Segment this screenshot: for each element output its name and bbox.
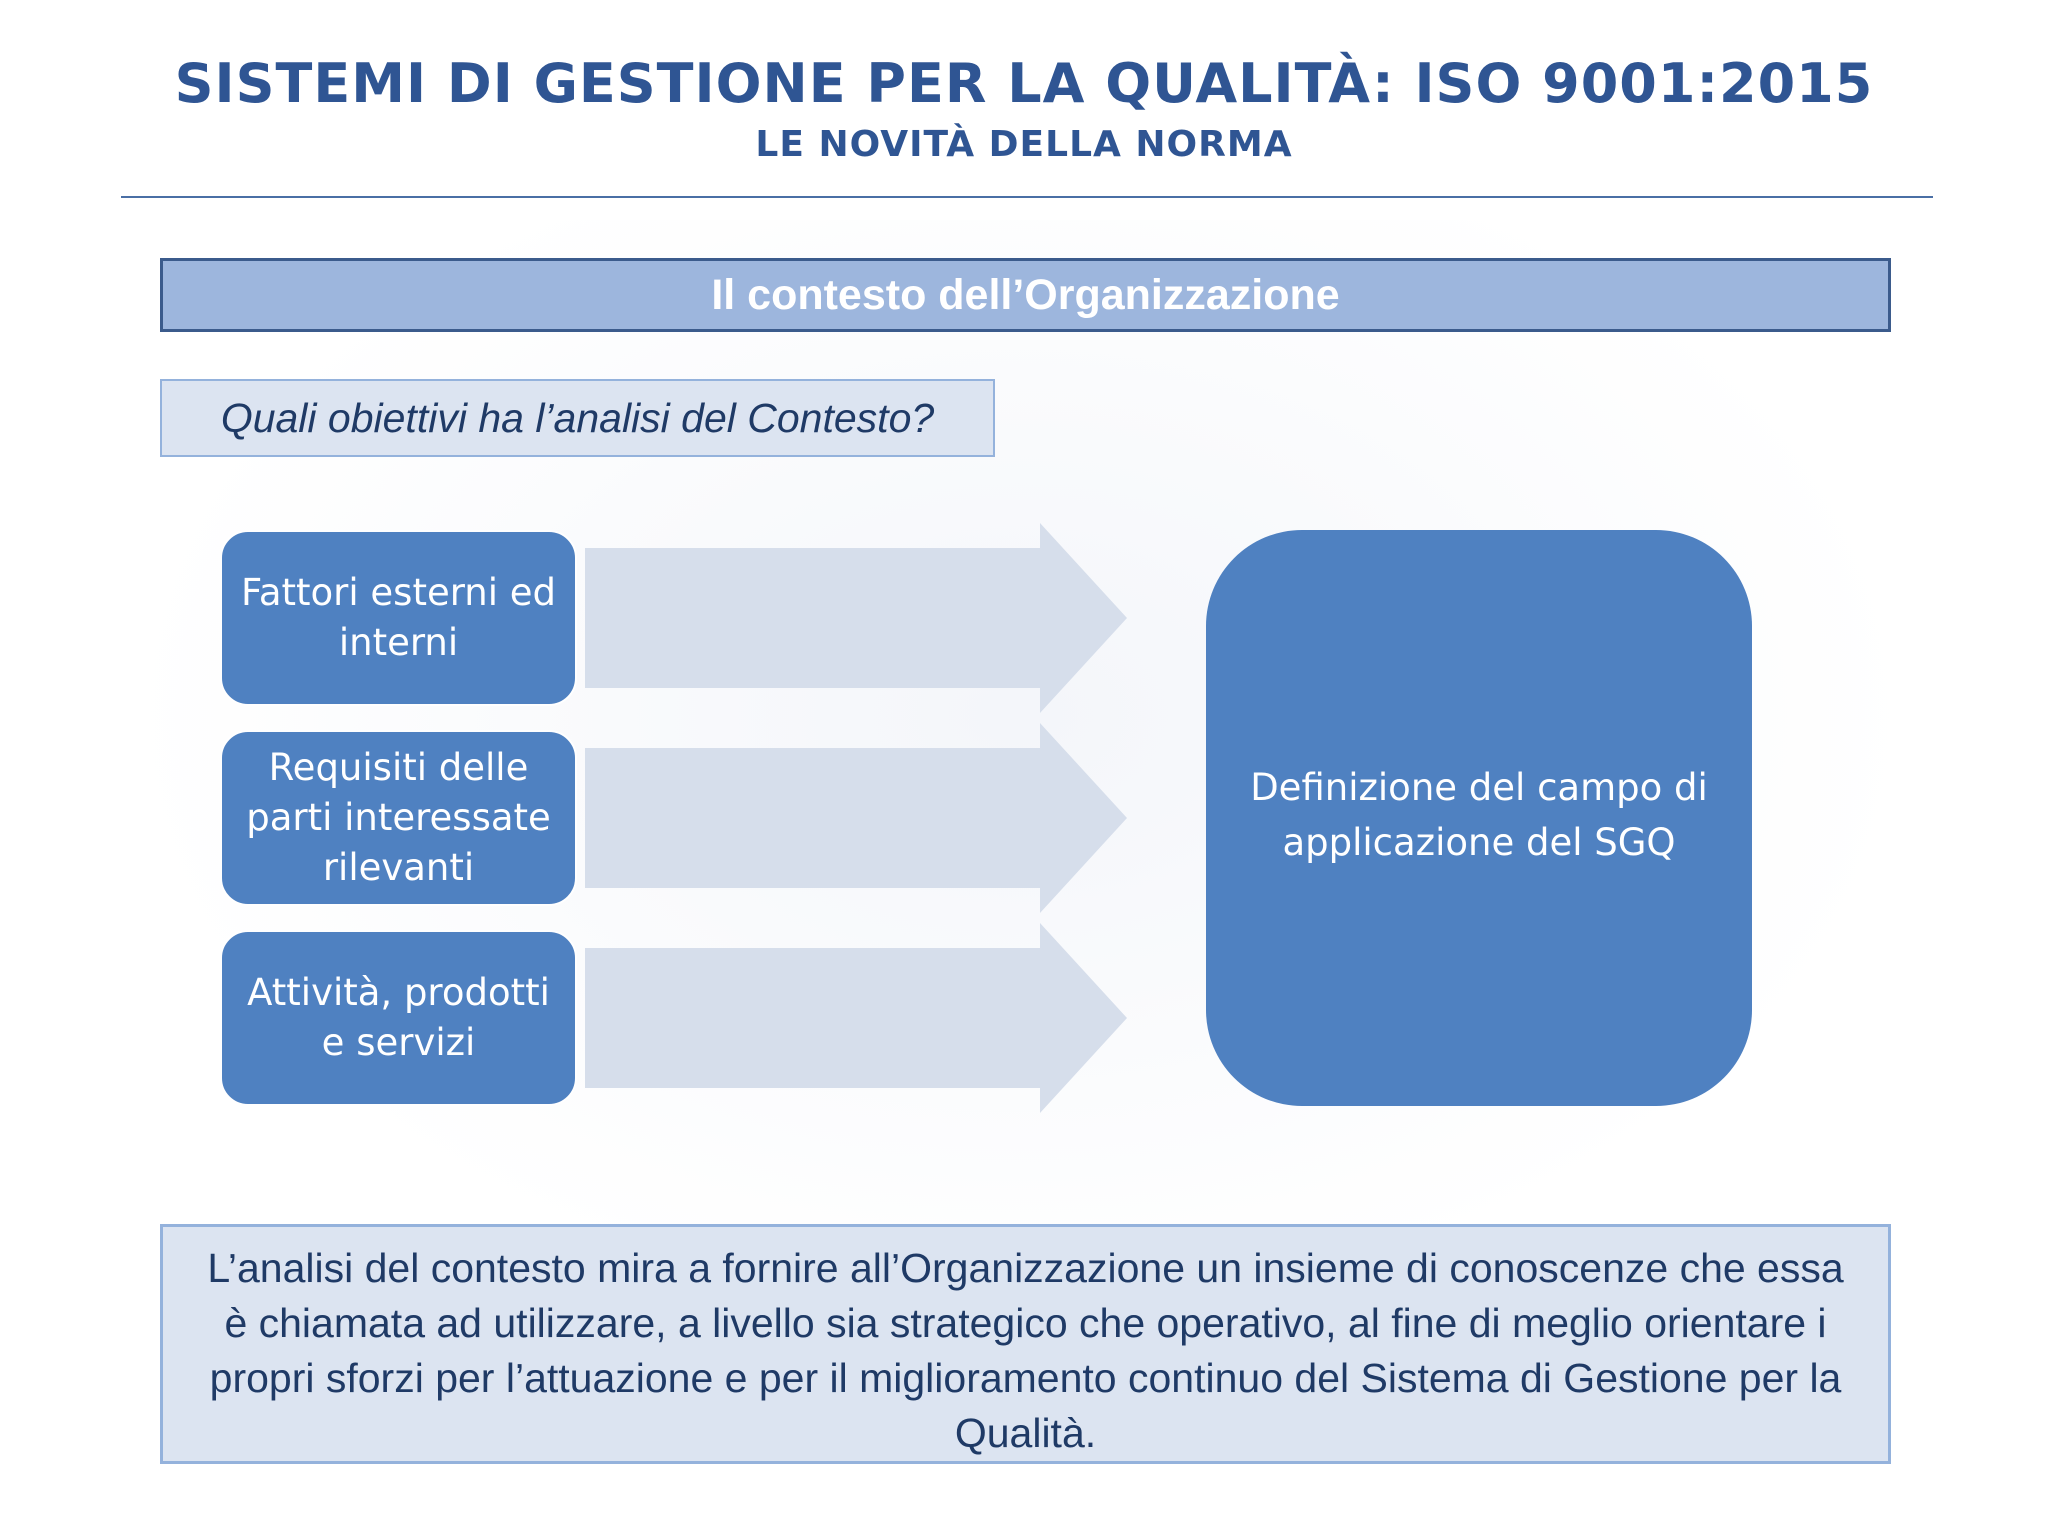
arrow-1 — [585, 523, 1127, 713]
slide-title: SISTEMI DI GESTIONE PER LA QUALITÀ: ISO 9001:2015 — [174, 52, 1874, 115]
factor-box-activities-products — [220, 930, 577, 1106]
factor-label: Fattori esterni ed interni — [240, 571, 557, 664]
question-label: Quali obiettivi ha l’analisi del Contesto? — [220, 394, 935, 441]
arrow-2 — [585, 723, 1127, 913]
factor-label: Requisiti delle parti interessate rilevanti — [246, 746, 551, 889]
summary-text: L’analisi del contesto mira a fornire all’Organizzazione un insieme di conoscenze che essa è chiamata ad utilizzare, a livello sia strategico che operativo, al fine di meglio orientare i propri sforzi per l’attuazione e per il miglioramento continuo del Sistema di Gestione per la Qualità. — [207, 1245, 1844, 1456]
factor-label: Attività, prodotti e servizi — [247, 971, 550, 1064]
factor-box-external-internal — [220, 530, 577, 706]
slide-subtitle: LE NOVITÀ DELLA NORMA — [755, 124, 1293, 165]
result-box-scope — [1206, 530, 1752, 1106]
factor-box-stakeholder-requirements — [220, 730, 577, 906]
section-header-label: Il contesto dell’Organizzazione — [711, 270, 1340, 319]
arrow-3 — [585, 923, 1127, 1113]
result-label: Definizione del campo di applicazione del SGQ — [1250, 766, 1708, 864]
summary-box — [160, 1224, 1891, 1464]
